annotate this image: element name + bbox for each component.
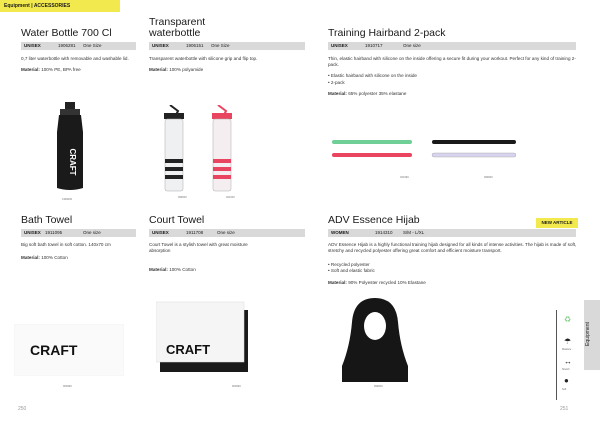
size: One Size <box>211 43 230 48</box>
material-label: Material: <box>149 67 168 72</box>
color-code: 900999 <box>63 385 72 388</box>
bath-towel-image <box>14 324 124 376</box>
color-code: 999000 <box>178 196 187 199</box>
size: One Size <box>83 43 102 48</box>
product-description: 0,7 liter waterbottle with removable and washable lid. <box>21 56 129 61</box>
material-value: 65% polyester 35% elastane <box>348 91 407 96</box>
court-towel-image <box>156 300 252 376</box>
icon-column-divider <box>556 310 557 400</box>
icon-label: Stretch <box>562 368 570 371</box>
soft-icon: ● <box>564 376 569 385</box>
material-value: 100% polyamide <box>169 67 204 72</box>
color-code: 999900 <box>484 176 493 179</box>
spec-bar-bath-towel <box>21 229 136 237</box>
material-line <box>149 67 305 73</box>
gender: UNISEX <box>24 230 41 235</box>
transparent-bottles-image <box>158 105 248 193</box>
material-label: Material: <box>328 280 347 285</box>
size: S/M - L/XL <box>403 230 425 235</box>
page-number-left: 250 <box>18 406 27 412</box>
article-code: 1911095 <box>45 230 63 235</box>
material-line <box>328 91 576 97</box>
product-description: ADV Essence Hijab is a highly functional training hijab designed for all kinds of intense activities. The hijab is made of soft, stretchy and recycled polyester offering great comfort and efficient moisture transport. <box>328 242 577 253</box>
product-title-water-bottle: Water Bottle 700 Cl <box>21 27 112 39</box>
product-description: Court Towel is a stylish towel with great moisture absorption <box>149 242 248 253</box>
material-line <box>328 280 576 286</box>
product-title-court-towel: Court Towel <box>149 214 205 226</box>
icon-label: Soft <box>562 388 567 391</box>
product-description: Big soft bath towel in soft cotton. 140x70 cm <box>21 242 111 247</box>
product-title-hijab: ADV Essence Hijab <box>328 214 420 226</box>
hijab-image <box>340 296 410 384</box>
spec-bar-hairband <box>328 42 576 50</box>
towel-brand-text: CRAFT <box>30 342 78 358</box>
icon-label: Moisture <box>562 348 572 351</box>
gender: UNISEX <box>331 43 348 48</box>
material-line <box>149 267 269 273</box>
size: One size <box>403 43 421 48</box>
article-code: 1906151 <box>186 43 204 48</box>
material-label: Material: <box>21 255 40 260</box>
gender: UNISEX <box>152 43 169 48</box>
material-value: 100% PE, BPA free <box>41 67 81 72</box>
spec-bar-transparent <box>149 42 305 50</box>
article-code: 1906281 <box>58 43 76 48</box>
article-code: 1914310 <box>375 230 393 235</box>
spec-bar-water-bottle <box>21 42 136 50</box>
color-code: 900999 <box>232 385 241 388</box>
material-line <box>21 67 141 73</box>
bottle-brand-text: CRAFT <box>68 148 77 176</box>
material-line <box>21 255 141 261</box>
towel-brand-text: CRAFT <box>166 342 211 357</box>
feature-bullet: • Soft and elastic fabric <box>328 268 375 273</box>
product-title-transparent-line2: waterbottle <box>149 27 201 39</box>
feature-bullet: • Recycled polyester <box>328 262 370 267</box>
color-code: 999000 <box>374 385 383 388</box>
size: One size <box>217 230 235 235</box>
material-label: Material: <box>149 267 168 272</box>
feature-bullet: • Elastic hairband with silicone on the inside <box>328 73 417 78</box>
size: One size <box>83 230 101 235</box>
material-label: Material: <box>21 67 40 72</box>
moisture-icon: ☂ <box>564 337 572 346</box>
side-tab-label: Equipment <box>585 322 591 346</box>
new-article-badge: NEW ARTICLE <box>536 218 578 228</box>
water-bottle-image <box>50 102 90 194</box>
material-value: 90% Polyester recycled 10% Elastane <box>348 280 426 285</box>
color-code: 461000 <box>226 196 235 199</box>
color-code: 1999000 <box>62 198 73 201</box>
material-value: 100% Cotton <box>41 255 68 260</box>
product-description: Thin, elastic hairband with silicone on the inside offering a secure fit during your workout. Perfect for any kind of training 2-pack. <box>328 56 576 67</box>
gender: UNISEX <box>152 230 169 235</box>
product-title-hairband: Training Hairband 2-pack <box>328 27 446 39</box>
material-label: Material: <box>328 91 347 96</box>
product-description: Transparent waterbottle with silicone grip and flip top. <box>149 56 258 61</box>
hairbands-image <box>332 136 516 162</box>
color-code: 461999 <box>400 176 409 179</box>
product-title-transparent-line1: Transparent <box>149 16 206 28</box>
gender: WOMEN <box>331 230 349 235</box>
section-tag: Equipment | ACCESSORIES <box>0 0 120 12</box>
recycle-icon: ♻ <box>564 315 572 324</box>
article-code: 1910717 <box>365 43 383 48</box>
stretch-icon: ↔ <box>564 357 572 366</box>
spec-bar-court-towel <box>149 229 305 237</box>
material-value: 100% Cotton <box>169 267 196 272</box>
product-title-bath-towel: Bath Towel <box>21 214 73 226</box>
feature-bullet: • 2-pack <box>328 80 345 85</box>
gender: UNISEX <box>24 43 41 48</box>
page-number-right: 251 <box>560 406 569 412</box>
spec-bar-hijab <box>328 229 576 237</box>
article-code: 1911708 <box>186 230 204 235</box>
